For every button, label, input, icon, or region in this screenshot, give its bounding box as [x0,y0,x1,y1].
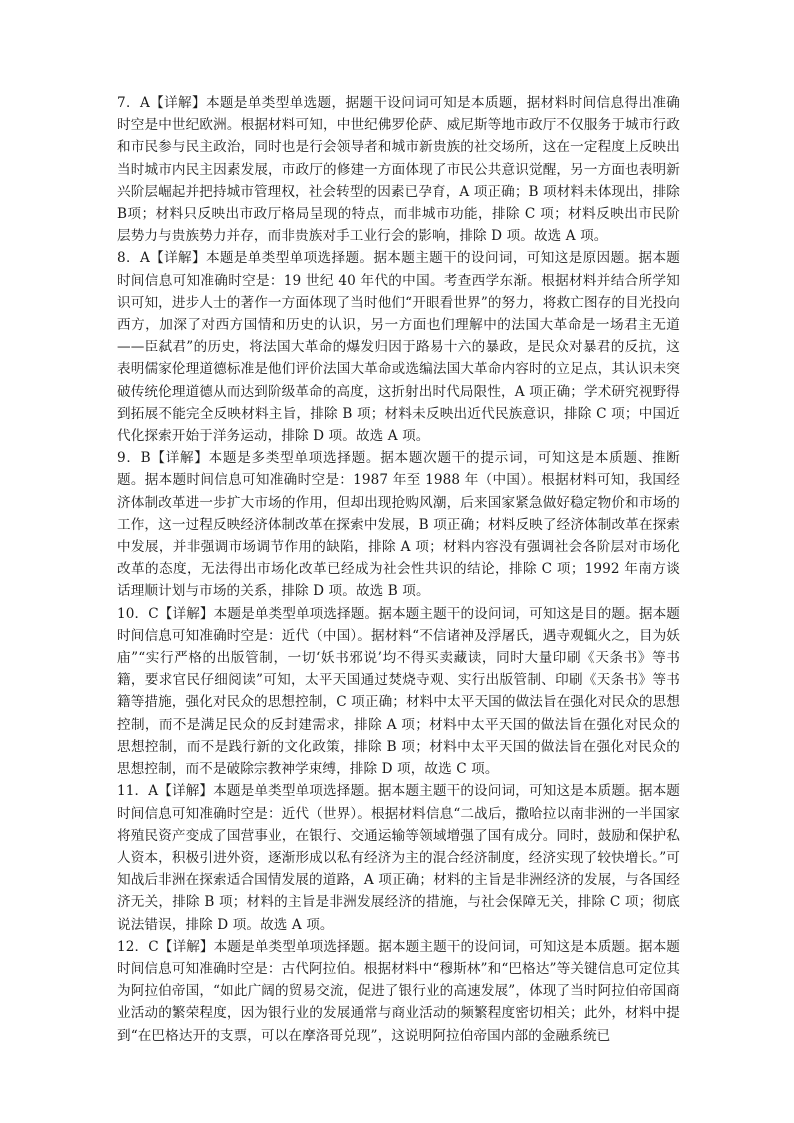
answer-item-8 [117,247,680,447]
answer-number: 9．B [117,450,151,467]
detail-tag: 【详解】 [149,95,206,111]
answer-number: 12．C [117,938,159,955]
answer-item-9 [117,447,680,602]
explanation-text: 本题是单类型单项选择题。据本题主题干的设问词，可知这是本质题。据本题时间信息可知准确时空是：近代（世界）。根据材料信息“二战后，撒哈拉以南非洲的一半国家将殖民资产变成了国营事业，在银行、交通运输等领域增强了国有成分。同时，鼓励和保护私人资本，积极引进外资，逐渐形成以私有经济为主的混合经济制度，经济实现了较快增长。”可知战后非洲在探索适合国情发展的道路，A 项正确；材料的主旨是非洲经济的发展，与各国经济无关，排除 B 项；材料的主旨是非洲发展经济的措施，与社会保障无关，排除 C 项；彻底说法错误，排除 D 项。故选 A 项。 [117,783,680,933]
explanation-text: 本题是单类型单项选择题。据本题主题干的设问词，可知这是原因题。据本题时间信息可知准确时空是：19 世纪 40 年代的中国。考查西学东渐。根据材料并结合所学知识可知，进步人士的著作一方面体现了当时他们“开眼看世界”的努力，将救亡图存的目光投向西方，加深了对西方国情和历史的认识，另一方面也们理解中的法国大革命是一场君主无道——臣弑君”的历史，将法国大革命的爆发归因于路易十六的暴政，是民众对暴君的反抗，这表明儒家伦理道德标准是他们评价法国大革命或选编法国大革命内容时的立足点，其认识未突破传统伦理道德从而达到阶级革命的高度，这折射出时代局限性，A 项正确；学术研究视野得到拓展不能完全反映材料主旨，排除 B 项；材料未反映出近代民族意识，排除 C 项；中国近代化探索开始于洋务运动，排除 D 项。故选 A 项。 [117,250,680,445]
answer-item-7 [117,92,680,247]
detail-tag: 【详解】 [158,783,214,800]
answer-item-11 [117,780,680,935]
explanation-text: 本题是多类型单项选择题。据本题次题干的提示词，可知这是本质题、推断题。据本题时间信息可知准确时空是：1987 年至 1988 年（中国）。根据材料可知，我国经济体制改革进一步扩大市场的作用，但却出现抢购风潮，后来国家紧急做好稳定物价和市场的工作，这一过程反映经济体制改革在探索中发展，B 项正确；材料反映了经济体制改革在探索中发展，并非强调市场调节作用的缺陷，排除 A 项；材料内容没有强调社会各阶层对市场化改革的态度，无法得出市场化改革已经成为社会性共识的结论，排除 C 项；1992 年南方谈话理顺计划与市场的关系，排除 D 项。故选 B 项。 [117,450,680,600]
detail-tag: 【详解】 [158,938,214,955]
answer-number: 8．A [117,250,150,267]
answer-item-10 [117,603,680,781]
answer-number: 7．A [117,95,150,111]
answer-explanation-page [117,92,680,1047]
answer-number: 11．A [117,783,159,800]
explanation-text: 本题是单类型单选题，据题干设问词可知是本质题，据材料时间信息得出准确时空是中世纪欧洲。根据材料可知，中世纪佛罗伦萨、威尼斯等地市政厅不仅服务于城市行政和市民参与民主政治，同时也是行会领导者和城市新贵族的社交场所，这在一定程度上反映出当时城市内民主因素发展，市政厅的修建一方面体现了市民公共意识觉醒，另一方面也表明新兴阶层崛起并把持城市管理权，社会转型的因素已孕育，A 项正确；B 项材料未体现出，排除B项；材料只反映出市政厅格局呈现的特点，而非城市功能，排除 C 项；材料反映出市民阶层势力与贵族势力并存，而非贵族对手工业行会的影响，排除 D 项。故选 A 项。 [117,95,680,245]
detail-tag: 【详解】 [158,605,214,622]
detail-tag: 【详解】 [150,450,209,467]
explanation-text: 本题是单类型单项选择题。据本题主题干的设问词，可知这是目的题。据本题时间信息可知准确时空是：近代（中国）。据材料“不信诸神及浮屠氏，遇寺观辄火之，目为妖庙”“实行严格的出版管制，一切‘妖书邪说’均不得买卖藏读，同时大量印刷《天条书》等书籍，要求官民仔细阅读”可知，太平天国通过焚烧寺观、实行出版管制、印刷《天条书》等书籍等措施，强化对民众的思想控制，C 项正确；材料中太平天国的做法旨在强化对民众的思想控制，而不是满足民众的反封建需求，排除 A 项；材料中太平天国的做法旨在强化对民众的思想控制，而不是践行新的文化政策，排除 B 项；材料中太平天国的做法旨在强化对民众的思想控制，而不是破除宗教神学束缚，排除 D 项，故选 C 项。 [117,605,680,778]
answer-number: 10．C [117,605,159,622]
answer-item-12 [117,936,680,1047]
explanation-text: 本题是单类型单项选择题。据本题主题干的设问词，可知这是本质题。据本题时间信息可知准确时空是：古代阿拉伯。根据材料中“穆斯林”和“巴格达”等关键信息可定位其为阿拉伯帝国，“如此广阔的贸易交流，促进了银行业的高速发展”，体现了当时阿拉伯帝国商业活动的繁荣程度，因为银行业的发展通常与商业活动的频繁程度密切相关；此外，材料中提到“在巴格达开的支票，可以在摩洛哥兑现”，这说明阿拉伯帝国内部的金融系统已 [117,938,680,1044]
detail-tag: 【详解】 [149,250,206,267]
